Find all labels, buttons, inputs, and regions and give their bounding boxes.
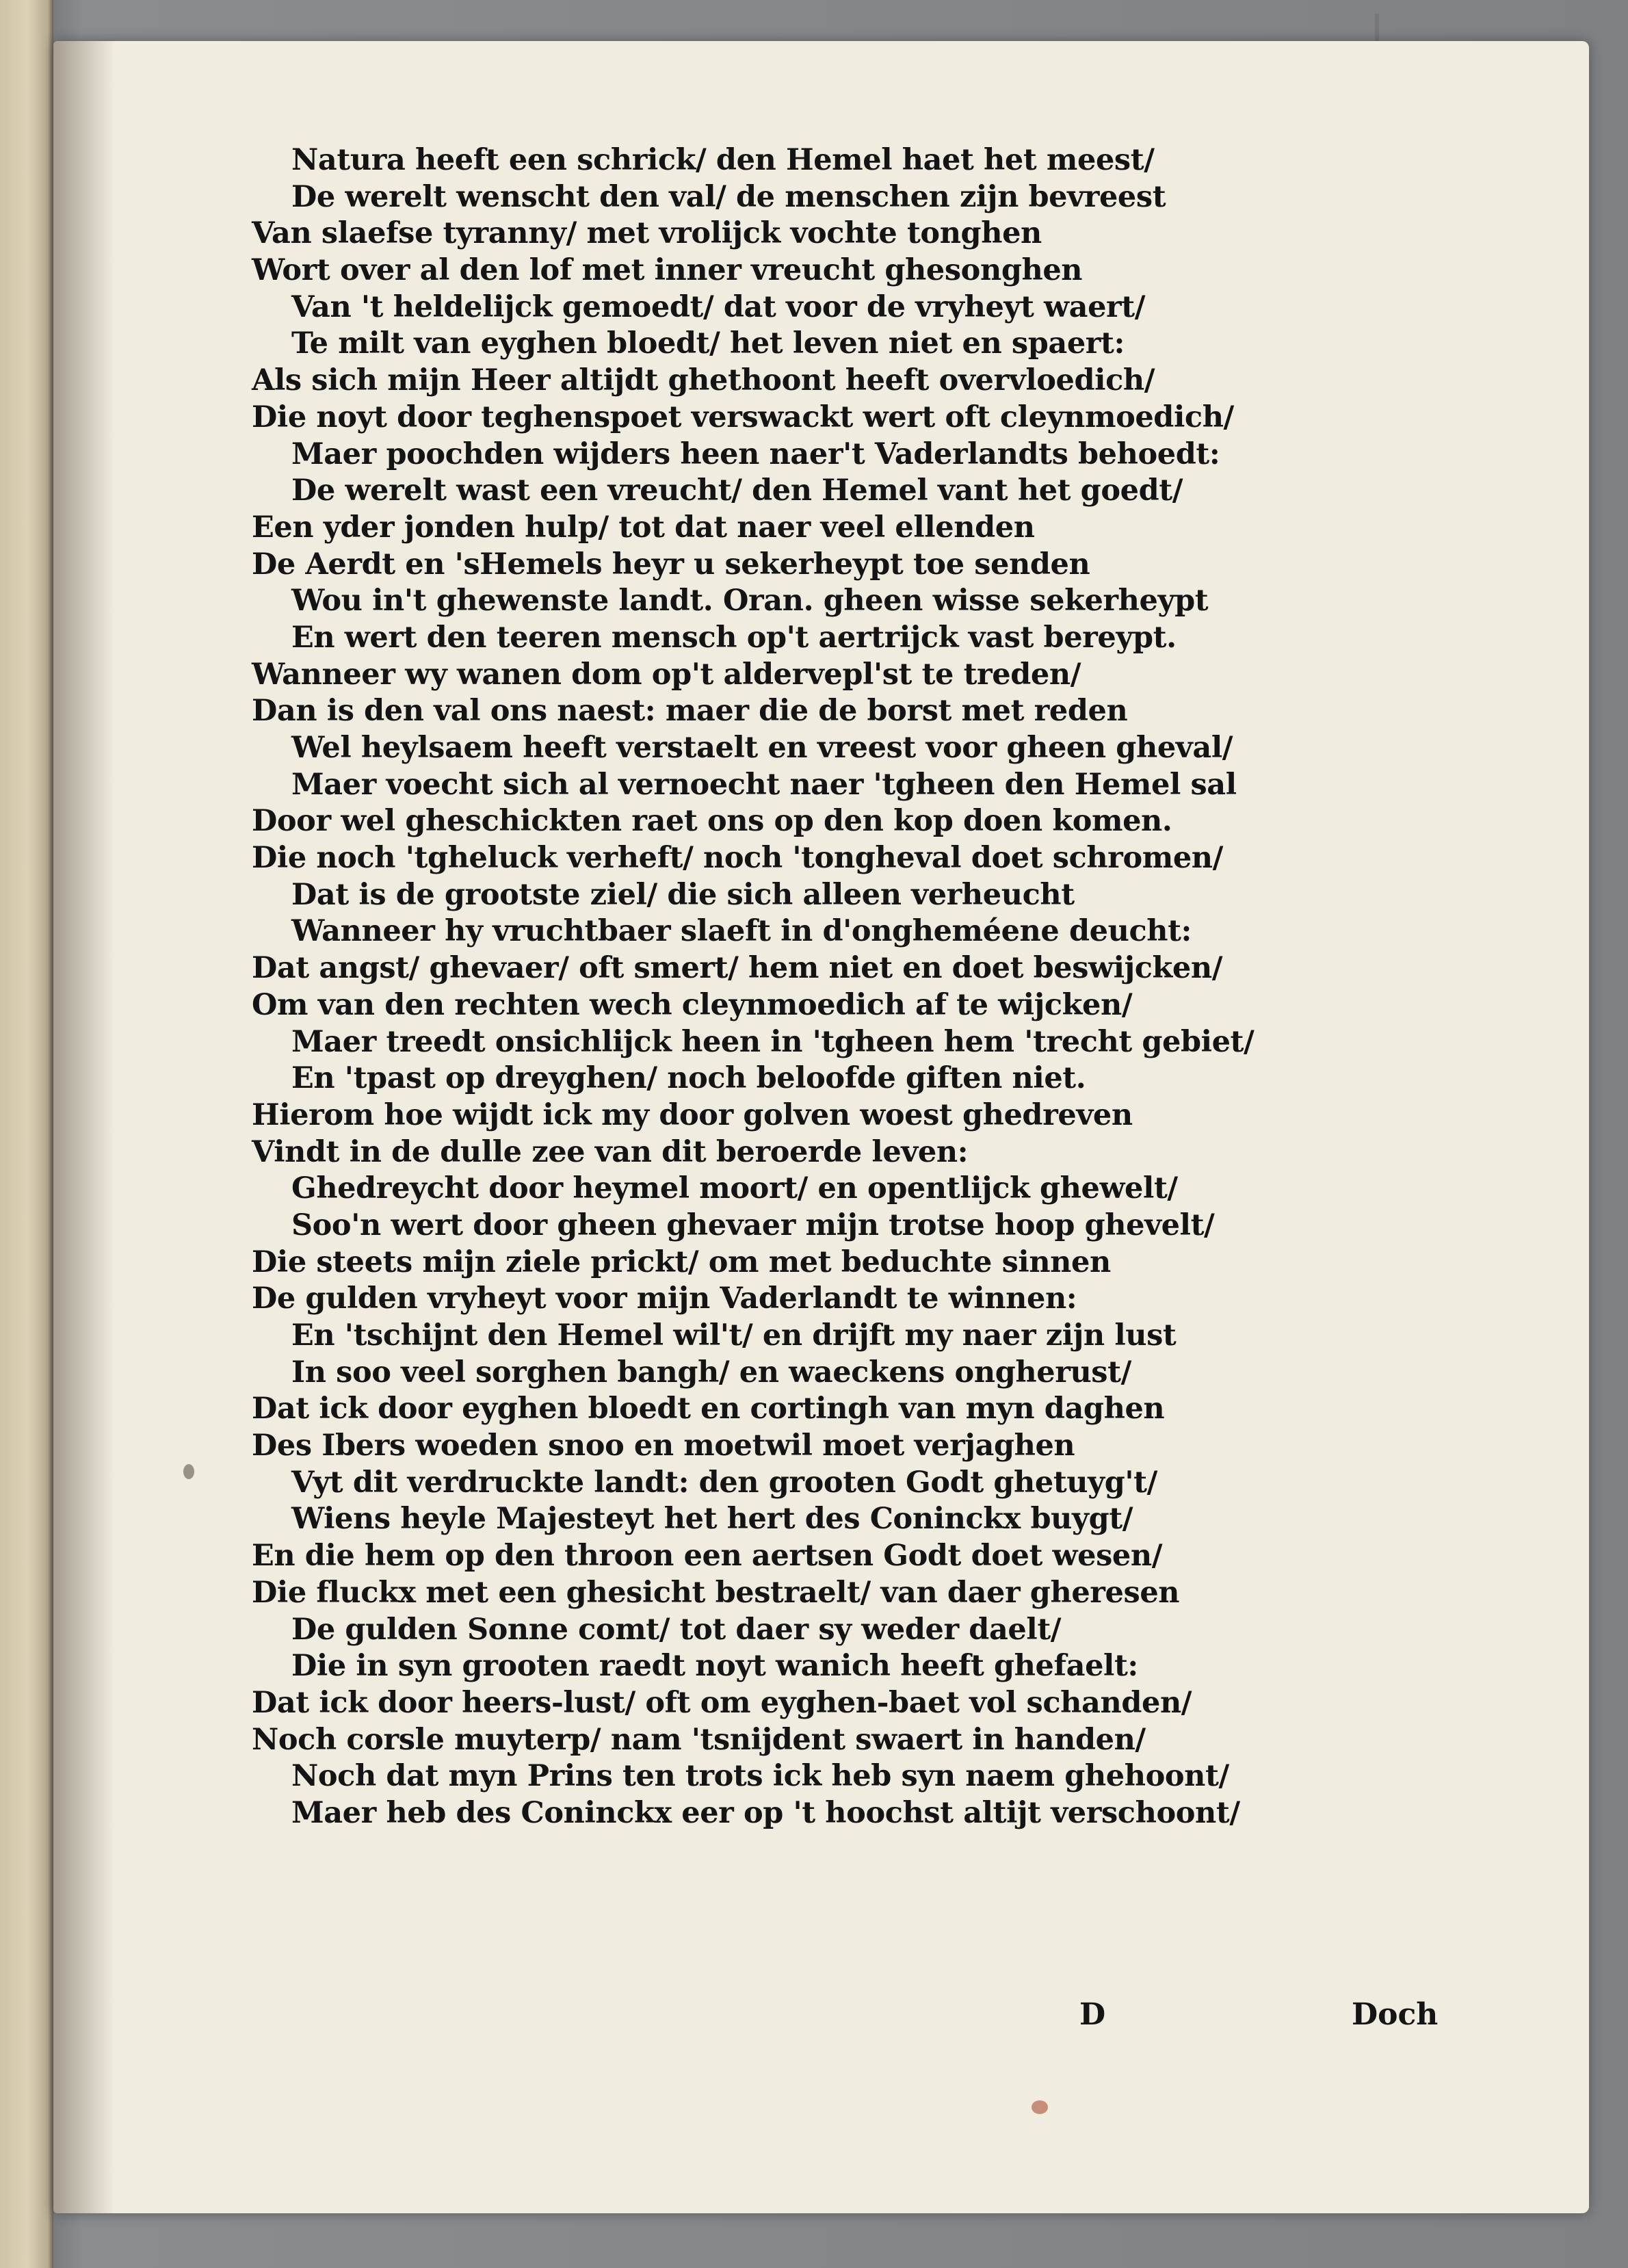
verse-line: Maer heb des Coninckx eer op 't hoochst altijt verschoont/ <box>291 1795 1240 1830</box>
verse-line: Door wel gheschickten raet ons op den kop doen komen. <box>252 804 1172 839</box>
verse-line: Te milt van eyghen bloedt/ het leven niet en spaert: <box>291 326 1125 361</box>
verse-line: Hierom hoe wijdt ick my door golven woest ghedreven <box>252 1097 1133 1132</box>
verse-line: Des Ibers woeden snoo en moetwil moet verjaghen <box>252 1429 1075 1463</box>
verse-line: Die steets mijn ziele prickt/ om met beduchte sinnen <box>252 1244 1111 1279</box>
verse-line: Een yder jonden hulp/ tot dat naer veel ellenden <box>252 510 1035 545</box>
verse-line: Vindt in de dulle zee van dit beroerde leven: <box>252 1134 969 1169</box>
verse-line: Dat angst/ ghevaer/ oft smert/ hem niet en doet beswijcken/ <box>252 951 1223 986</box>
verse-line: Ghedreycht door heymel moort/ en opentlijck ghewelt/ <box>291 1171 1178 1206</box>
verse-line: Natura heeft een schrick/ den Hemel haet het meest/ <box>291 143 1155 177</box>
verse-line: Die in syn grooten raedt noyt wanich heeft ghefaelt: <box>291 1649 1138 1684</box>
verse-line: Van 't heldelijck gemoedt/ dat voor de vryheyt waert/ <box>291 289 1146 324</box>
verse-line: Die fluckx met een ghesicht bestraelt/ van daer gheresen <box>252 1575 1180 1610</box>
verse-line: Noch corsle muyterp/ nam 'tsnijdent swaert in handen/ <box>252 1722 1146 1757</box>
verse-line: De Aerdt en 'sHemels heyr u sekerheypt toe senden <box>252 547 1090 582</box>
facing-page-edge <box>0 0 53 2268</box>
verse-line: En 'tschijnt den Hemel wil't/ en drijft my naer zijn lust <box>291 1318 1177 1353</box>
book-page <box>53 41 1589 2213</box>
verse-line: Als sich mijn Heer altijdt ghethoont heeft overvloedich/ <box>252 363 1155 398</box>
verse-line: Wou in't ghewenste landt. Oran. gheen wisse sekerheypt <box>291 584 1209 618</box>
gutter-shadow <box>53 41 115 2213</box>
verse-line: De gulden vryheyt voor mijn Vaderlandt te winnen: <box>252 1281 1077 1316</box>
catchword: Doch <box>1352 1997 1439 2032</box>
verse-line: Dat ick door heers-lust/ oft om eyghen-baet vol schanden/ <box>252 1685 1192 1720</box>
verse-line: En wert den teeren mensch op't aertrijck vast bereypt. <box>291 620 1177 655</box>
verse-line: In soo veel sorghen bangh/ en waeckens ongherust/ <box>291 1355 1131 1390</box>
signature-mark: D <box>1079 1997 1106 2032</box>
verse-line: Dan is den val ons naest: maer die de borst met reden <box>252 694 1128 729</box>
verse-line: Die noyt door teghenspoet verswackt wert oft cleynmoedich/ <box>252 400 1234 434</box>
verse-line: Maer voecht sich al vernoecht naer 'tgheen den Hemel sal <box>291 767 1237 802</box>
verse-line: Wort over al den lof met inner vreucht ghesonghen <box>252 253 1083 288</box>
verse-line: En 'tpast op dreyghen/ noch beloofde giften niet. <box>291 1061 1086 1096</box>
verse-line: De werelt wast een vreucht/ den Hemel vant het goedt/ <box>291 473 1183 508</box>
verse-line: De werelt wenscht den val/ de menschen zijn bevreest <box>291 179 1166 214</box>
verse-line: Die noch 'tgheluck verheft/ noch 'tongheval doet schromen/ <box>252 841 1223 876</box>
verse-line: Dat ick door eyghen bloedt en cortingh van myn daghen <box>252 1392 1165 1426</box>
verse-line: Soo'n wert door gheen ghevaer mijn trotse hoop ghevelt/ <box>291 1208 1215 1242</box>
paper-stain <box>1032 2100 1048 2114</box>
verse-line: Wanneer wy wanen dom op't aldervepl'st te treden/ <box>252 657 1081 692</box>
verse-line: Wanneer hy vruchtbaer slaeft in d'ongheméene deucht: <box>291 914 1192 949</box>
verse-line: Noch dat myn Prins ten trots ick heb syn naem ghehoont/ <box>291 1759 1229 1794</box>
verse-line: De gulden Sonne comt/ tot daer sy weder daelt/ <box>291 1612 1062 1647</box>
verse-line: Maer treedt onsichlijck heen in 'tgheen hem 'trecht gebiet/ <box>291 1024 1255 1059</box>
verse-line: Dat is de grootste ziel/ die sich alleen verheucht <box>291 877 1075 912</box>
verse-line: Wiens heyle Majesteyt het hert des Coninckx buygt/ <box>291 1502 1133 1537</box>
verse-line: Van slaefse tyranny/ met vrolijck vochte tonghen <box>252 216 1042 251</box>
paper-stain <box>183 1464 194 1479</box>
verse-line: Maer poochden wijders heen naer't Vaderlandts behoedt: <box>291 436 1220 471</box>
verse-line: Vyt dit verdruckte landt: den grooten Godt ghetuyg't/ <box>291 1465 1157 1500</box>
verse-line: En die hem op den throon een aertsen Godt doet wesen/ <box>252 1539 1163 1574</box>
verse-line: Wel heylsaem heeft verstaelt en vreest voor gheen gheval/ <box>291 731 1233 765</box>
verse-text-block <box>252 142 1428 1832</box>
verse-line: Om van den rechten wech cleynmoedich af te wijcken/ <box>252 987 1133 1022</box>
